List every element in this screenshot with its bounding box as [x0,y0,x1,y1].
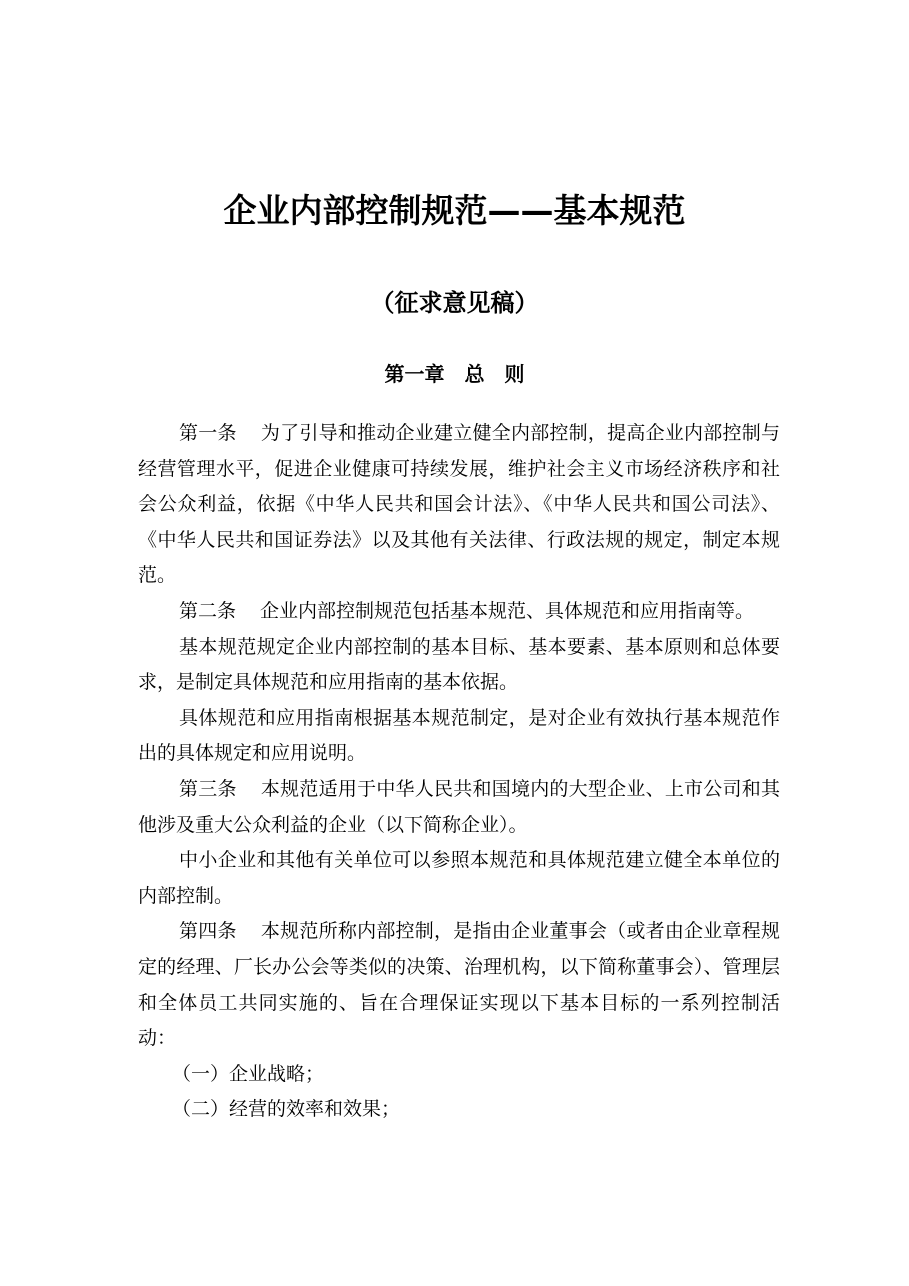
article-number: 第四条 [179,920,237,943]
chapter-heading [0,357,909,391]
article-number: 第三条 [179,777,237,800]
paragraph-text: 基本规范规定企业内部控制的基本目标、基本要素、基本原则和总体要求，是制定具体规范和应用指南的基本依据。 [138,635,780,694]
paragraph [138,701,780,772]
document-subtitle: （征求意见稿） [370,289,539,317]
paragraph-text: 为了引导和推动企业建立健全内部控制，提高企业内部控制与经营管理水平，促进企业健康可持续发展，维护社会主义市场经济秩序和社会公众利益，依据《中华人民共和国会计法》、《中华人民共和国公司法》、《中华人民共和国证券法》以及其他有关法律、行政法规的规定，制定本规范。 [138,422,780,587]
paragraph-text: 本规范适用于中华人民共和国境内的大型企业、上市公司和其他涉及重大公众利益的企业（以下简称企业）。 [138,777,780,836]
document-body [138,416,780,1128]
paragraph-text: 企业内部控制规范包括基本规范、具体规范和应用指南等。 [260,599,755,622]
paragraph [138,594,780,630]
paragraph-text: 具体规范和应用指南根据基本规范制定，是对企业有效执行基本规范作出的具体规定和应用说明。 [138,706,780,765]
paragraph-text: 中小企业和其他有关单位可以参照本规范和具体规范建立健全本单位的内部控制。 [138,849,780,907]
paragraph [138,772,780,843]
paragraph [138,914,780,1056]
chapter-number: 第一章 [384,362,445,386]
chapter-name: 总 则 [464,362,525,386]
paragraph-text: 本规范所称内部控制，是指由企业董事会（或者由企业章程规定的经理、厂长办公会等类似的决策、治理机构，以下简称董事会）、管理层和全体员工共同实施的、旨在合理保证实现以下基本目标的一系列控制活动： [138,920,780,1050]
paragraph [138,843,780,914]
list-item: （一）企业战略； [172,1062,325,1085]
article-number: 第一条 [179,422,237,444]
list-item: （二）经营的效率和效果； [172,1098,401,1121]
paragraph [138,630,780,701]
document-title: 企业内部控制规范——基本规范 [223,191,686,230]
paragraph [138,416,780,594]
article-number: 第二条 [179,599,237,622]
